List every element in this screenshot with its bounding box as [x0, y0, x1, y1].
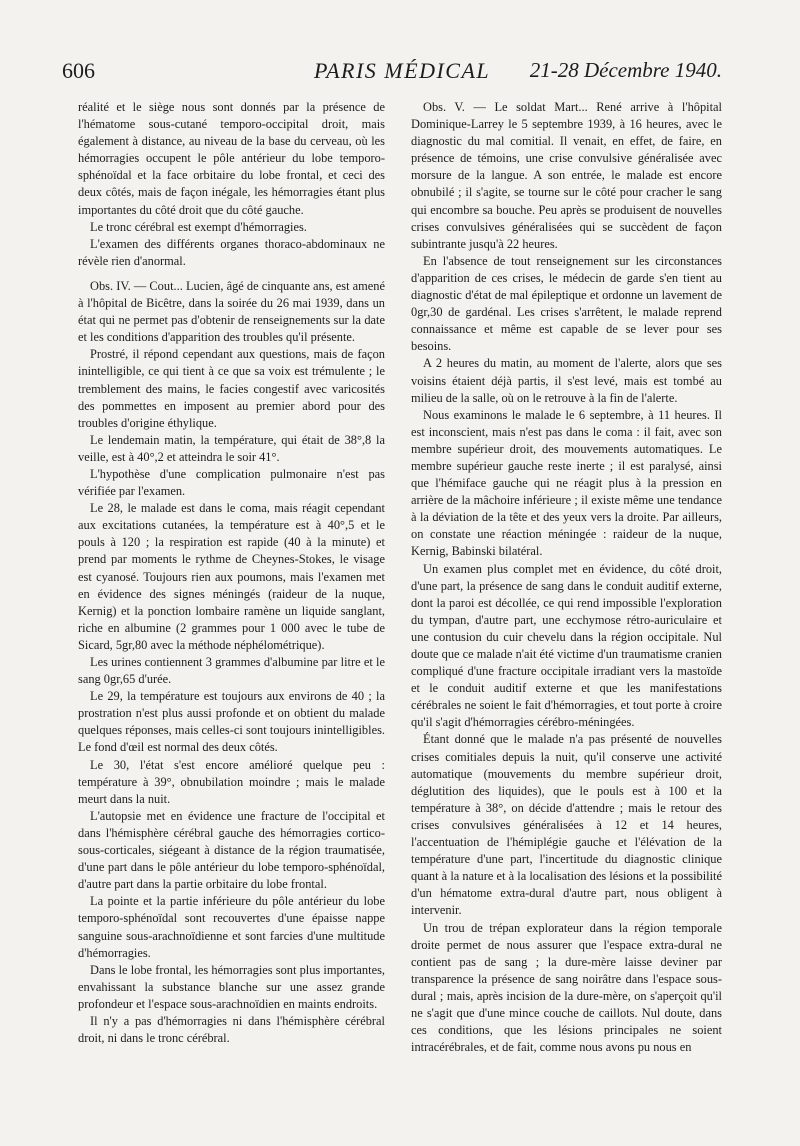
paragraph: réalité et le siège nous sont donnés par la présence de l'hématome sous-cutané temporo-occipital droit, mais également à distance, au niveau de la base du cerveau, où les hémorragies occupent le pôle antérieur du lobe temporo-sphénoïdal et la face orbitaire du lobe frontal, et ceci des deux côtés, mais de façon inégale, les hémorragies étant plus importantes du côté droit que du côté gauche. — [78, 100, 385, 217]
journal-title: PARIS MÉDICAL — [314, 58, 491, 83]
paragraph: Le 29, la température est toujours aux environs de 40 ; la prostration n'est plus aussi profonde et on obtient du malade quelques réponses, mais celles-ci sont toujours inintelligibles. Le fond d'œil est normal des deux côtés. — [78, 689, 385, 755]
right-column — [411, 99, 722, 1056]
issue-date: 21-28 Décembre 1940. — [529, 58, 722, 82]
paragraph: Prostré, il répond cependant aux questions, mais de façon inintelligible, ce qui tient à ce que sa voix est trémulente ; le tremblement des mains, le facies congestif avec varicosités des pommettes en imposent au premier abord pour des troubles d'origine éthylique. — [78, 347, 385, 430]
paragraph: A 2 heures du matin, au moment de l'alerte, alors que ses voisins étaient déjà partis, il s'est levé, mais est tombé au milieu de la salle, où on le retrouve à la fin de l'alerte. — [411, 356, 722, 405]
paragraph: En l'absence de tout renseignement sur les circonstances d'apparition de ces crises, le médecin de garde s'en tient au diagnostic d'état de mal épileptique et ordonne un lavement de 0gr,30 de gardénal. Les crises s'arrêtent, le malade reprend connaissance et même est capable de se lever pour ses besoins. — [411, 253, 722, 354]
paragraph: Il n'y a pas d'hémorragies ni dans l'hémisphère cérébral droit, ni dans le tronc cérébral. — [78, 1013, 385, 1046]
paragraph: Le lendemain matin, la température, qui était de 38°,8 la veille, est à 40°,2 et atteindra le soir 41°. — [78, 432, 385, 464]
paragraph: Dans le lobe frontal, les hémorragies sont plus importantes, envahissant la substance blanche sur une assez grande profondeur et l'espace sous-arachnoïdien en maints endroits. — [78, 962, 385, 1011]
paragraph: Étant donné que le malade n'a pas présenté de nouvelles crises comitiales depuis la nuit, qu'il conserve une activité automatique (mouvements du membre supérieur droit, déglutition des liquides), que le pouls est à 100 et la température à 38°, on décide d'attendre ; mais le retour des crises convulsives généralisées à 12 et 14 heures, l'accentuation de l'hémiplégie gauche et l'élévation de la température d'une part, l'incertitude du diagnostic clinique quant à la nature et à la localisation des lésions et la possibilité d'un hématome extra-dural d'autre part, nous obligent à intervenir. — [411, 732, 722, 918]
paragraph: L'examen des différents organes thoraco-abdominaux ne révèle rien d'anormal. — [78, 236, 385, 268]
left-column — [78, 99, 385, 1047]
paragraph: Le tronc cérébral est exempt d'hémorragies. — [90, 219, 307, 234]
paragraph: Un examen plus complet met en évidence, du côté droit, d'une part, la présence de sang dans le conduit auditif externe, dont la paroi est décollée, ce qui rend impossible l'exploration du tympan, d'autre part, une ecchymose rétro-auriculaire et une contusion du cuir chevelu dans la région occipitale. Nul doute que ce malade n'ait été victime d'un traumatisme cranien compliqué d'une fracture occipitale irradiant vers la mastoïde et le conduit auditif externe et que les manifestations cérébrales ne soient le fait d'hémorragies, et tout porte à croire qu'il s'agit d'hémorragies cérébro-méningées. — [411, 561, 723, 730]
paragraph: Le 28, le malade est dans le coma, mais réagit cependant aux excitations cutanées, la température est à 40°,5 et le pouls à 120 ; la respiration est rapide (40 à la minute) et prend par moments le rythme de Cheynes-Stokes, le visage est cyanosé. Toujours rien aux poumons, mais l'examen met en évidence des signes méningés (raideur de la nuque, Kernig) et la ponction lombaire ramène un liquide sanglant, riche en albumine (2 grammes pour 1 000 avec le tube de Sicard, 5gr,80 avec la méthode néphélométrique). — [78, 501, 385, 652]
obs-v-paragraph: Obs. V. — Le soldat Mart... René arrive à l'hôpital Dominique-Larrey le 5 septembre 1939, à 16 heures, avec le diagnostic du mal comitial. Il venait, en effet, de faire, en présence de témoins, une crise convulsive généralisée avec morsure de la langue. A son entrée, le malade est encore obnubilé ; il s'agite, se tourne sur le côté pour cracher le sang qui encombre sa bouche. Peu après se produisent de nouvelles crises convulsives généralisées qui se succèdent de façon subintrante jusqu'à 22 heures. — [411, 100, 722, 251]
paragraph: La pointe et la partie inférieure du pôle antérieur du lobe temporo-sphénoïdal sont recouvertes d'une épaisse nappe sanguine sous-arachnoïdienne et sont farcies d'une multitude d'hémorragies. — [78, 894, 385, 960]
paragraph: Les urines contiennent 3 grammes d'albumine par litre et le sang 0gr,65 d'urée. — [78, 655, 385, 687]
obs-iv-paragraph: Obs. IV. — Cout... Lucien, âgé de cinquante ans, est amené à l'hôpital de Bicêtre, dans la soirée du 26 mai 1939, dans un état qui ne permet pas d'obtenir de renseignements sur la date et les conditions d'apparition des troubles qu'il présente. — [78, 278, 385, 345]
paragraph: Nous examinons le malade le 6 septembre, à 11 heures. Il est inconscient, mais n'est pas dans le coma : il fait, avec son membre supérieur droit, des mouvements automatiques. Le membre supérieur gauche reste inerte ; il est paralysé, ainsi que l'hémiface gauche qui ne réagit plus à la pression en arrière de la mâchoire inférieure ; il existe même une tendance à la déviation de la tête et des yeux vers la droite. Par ailleurs, on constate une réaction méningée : raideur de la nuque, Kernig, Babinski bilatéral. — [411, 407, 722, 559]
paragraph: L'hypothèse d'une complication pulmonaire n'est pas vérifiée par l'examen. — [78, 466, 385, 499]
page-number: 606 — [62, 58, 95, 83]
running-header — [62, 58, 722, 88]
paragraph: Un trou de trépan explorateur dans la région temporale droite permet de nous assurer que l'espace extra-dural ne contient pas de sang ; la dure-mère laisse deviner par transparence la présence de sang noirâtre dans l'espace sous-dural ; mais, après incision de la dure-mère, on s'aperçoit qu'il ne s'agit que d'une mince couche de caillots. Nul doute, dans ces conditions, que les lésions principales ne soient intracérébrales, et de fait, comme nous avons pu nous en — [411, 920, 722, 1055]
paragraph: L'autopsie met en évidence une fracture de l'occipital et dans l'hémisphère cérébral gauche des hémorragies cortico-sous-corticales, siégeant à distance de la région traumatisée, d'une part dans le pôle antérieur du lobe temporo-sphénoïdal, d'autre part dans la partie orbitaire du lobe frontal. — [78, 808, 385, 892]
paragraph: Le 30, l'état s'est encore amélioré quelque peu : température à 39°, obnubilation moindre ; mais le malade meurt dans la nuit. — [78, 757, 385, 806]
